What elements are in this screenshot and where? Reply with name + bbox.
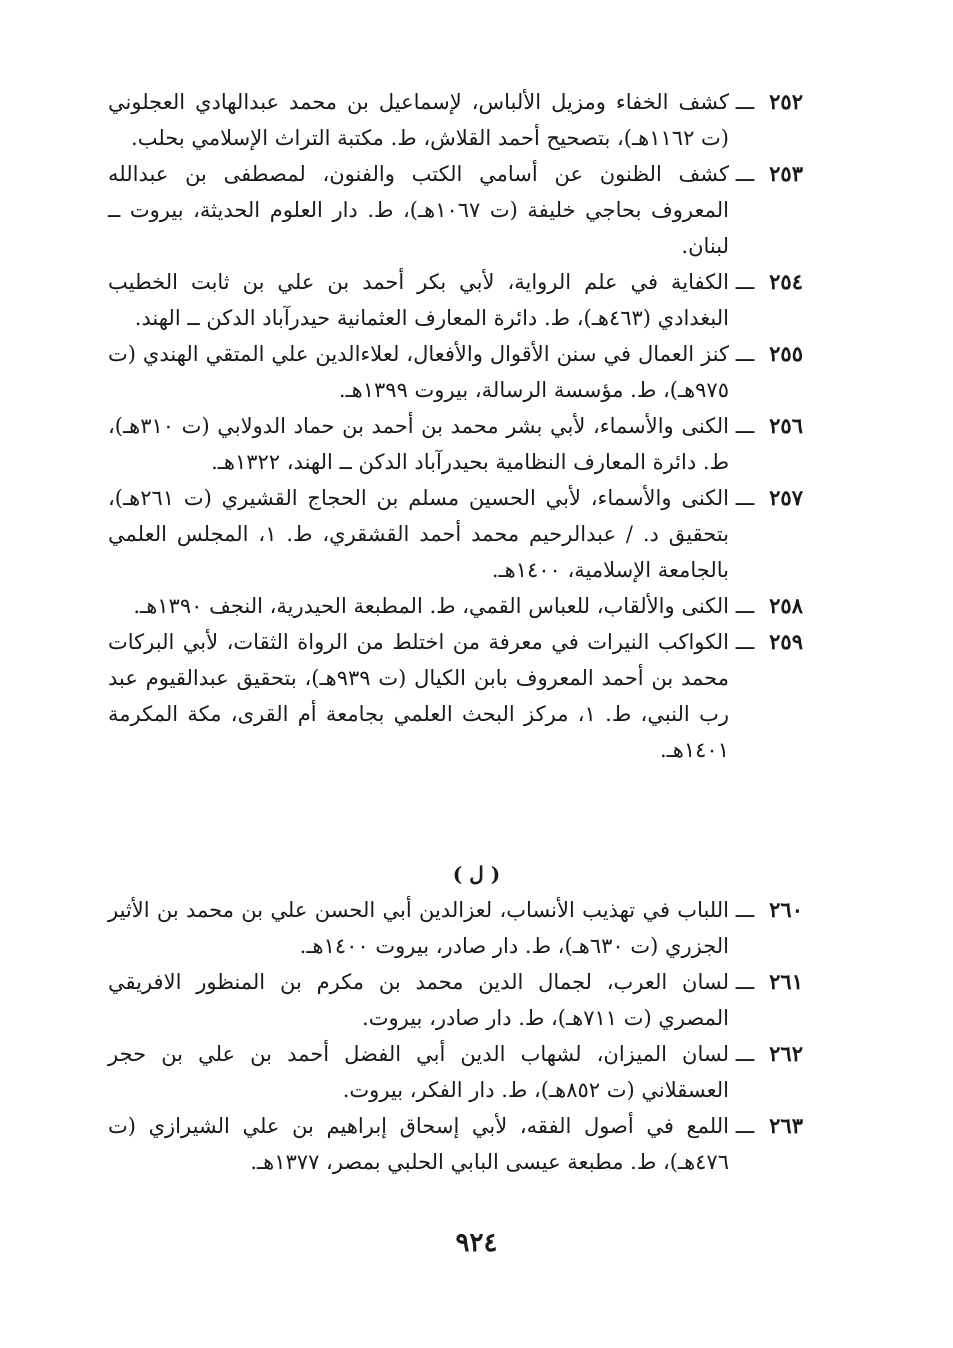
entry-text: الكواكب النيرات في معرفة من اختلط من الرواة الثقات، لأبي البركات محمد بن أحمد المعروف بابن الكيال (ت ٩٣٩هـ)، بتحقيق عبدالقيوم عبد رب النبي، ط. ١، مركز البحث العلمي بجامعة أم القرى، مكة المكرمة ١٤٠١هـ. (108, 630, 729, 762)
entry-dash: ـــ (735, 162, 755, 186)
entry-text: الكنى والأسماء، لأبي الحسين مسلم بن الحجاج القشيري (ت ٢٦١هـ)، بتحقيق د. / عبدالرحيم محمد أحمد القشقري، ط. ١، المجلس العلمي بالجامعة الإسلامية، ١٤٠٠هـ. (108, 486, 729, 582)
entry-dash: ـــ (735, 270, 755, 294)
entry-text: الكنى والألقاب، للعباس القمي، ط. المطبعة الحيدرية، النجف ١٣٩٠هـ. (133, 594, 729, 618)
entry-text: كشف الظنون عن أسامي الكتب والفنون، لمصطفى بن عبدالله المعروف بحاجي خليفة (ت ١٠٦٧هـ)، ط. دار العلوم الحديثة، بيروت ــ لبنان. (108, 162, 729, 258)
bibliography-entry (108, 964, 803, 1036)
entry-text: لسان العرب، لجمال الدين محمد بن مكرم بن المنظور الافريقي المصري (ت ٧١١هـ)، ط. دار صادر، بيروت. (108, 970, 729, 1030)
entry-dash: ـــ (735, 486, 755, 510)
entry-number: ٢٦١ (769, 969, 803, 994)
entry-text: اللمع في أصول الفقه، لأبي إسحاق إبراهيم بن علي الشيرازي (ت ٤٧٦هـ)، ط. مطبعة عيسى البابي الحلبي بمصر، ١٣٧٧هـ. (108, 1114, 729, 1174)
page-number: ٩٢٤ (455, 1228, 498, 1258)
entry-dash: ـــ (735, 970, 755, 994)
entry-dash: ـــ (735, 630, 755, 654)
entry-number: ٢٦٠ (769, 897, 803, 922)
entry-number: ٢٥٩ (769, 629, 803, 654)
entry-number: ٢٥٧ (769, 485, 803, 510)
bibliography-entry (108, 480, 803, 588)
entry-text: كشف الخفاء ومزيل الألباس، لإسماعيل بن محمد عبدالهادي العجلوني (ت ١١٦٢هـ)، بتصحيح أحمد القلاش، ط. مكتبة التراث الإسلامي بحلب. (108, 90, 729, 150)
entry-dash: ـــ (735, 1114, 755, 1138)
bibliography-entry (108, 336, 803, 408)
entry-number: ٢٥٦ (769, 413, 803, 438)
entry-dash: ـــ (735, 1042, 755, 1066)
entry-dash: ـــ (735, 342, 755, 366)
section-heading-lam: ( ل ) (452, 862, 501, 886)
entry-number: ٢٥٤ (769, 269, 803, 294)
bibliography-entry (108, 892, 803, 964)
bibliography-entry (108, 588, 803, 624)
entry-text: الكفاية في علم الرواية، لأبي بكر أحمد بن علي بن ثابت الخطيب البغدادي (٤٦٣هـ)، ط. دائرة المعارف العثمانية حيدرآباد الدكن ــ الهند. (108, 270, 729, 330)
entry-text: لسان الميزان، لشهاب الدين أبي الفضل أحمد بن علي بن حجر العسقلاني (ت ٨٥٢هـ)، ط. دار الفكر، بيروت. (108, 1042, 729, 1102)
bibliography-entry (108, 156, 803, 264)
entry-number: ٢٥٥ (769, 341, 803, 366)
bibliography-list-lam (108, 892, 803, 1180)
bibliography-entry (108, 264, 803, 336)
bibliography-entry (108, 624, 803, 768)
entry-text: اللباب في تهذيب الأنساب، لعزالدين أبي الحسن علي بن محمد بن الأثير الجزري (ت ٦٣٠هـ)، ط. دار صادر، بيروت ١٤٠٠هـ. (108, 898, 729, 958)
bibliography-entry (108, 1036, 803, 1108)
entry-number: ٢٥٨ (769, 593, 803, 618)
entry-dash: ـــ (735, 898, 755, 922)
entry-dash: ـــ (735, 414, 755, 438)
entry-number: ٢٦٢ (769, 1041, 803, 1066)
entry-number: ٢٦٣ (769, 1113, 803, 1138)
entry-number: ٢٥٢ (769, 89, 803, 114)
bibliography-entry (108, 84, 803, 156)
entry-dash: ـــ (735, 594, 755, 618)
entry-text: الكنى والأسماء، لأبي بشر محمد بن أحمد بن حماد الدولابي (ت ٣١٠هـ)، ط. دائرة المعارف النظامية بحيدرآباد الدكن ــ الهند، ١٣٢٢هـ. (108, 414, 729, 474)
entry-text: كنز العمال في سنن الأقوال والأفعال، لعلاءالدين علي المتقي الهندي (ت ٩٧٥هـ)، ط. مؤسسة الرسالة، بيروت ١٣٩٩هـ. (108, 342, 729, 402)
bibliography-entry (108, 1108, 803, 1180)
entry-number: ٢٥٣ (769, 161, 803, 186)
bibliography-list-kaf (108, 84, 803, 768)
bibliography-entry (108, 408, 803, 480)
entry-dash: ـــ (735, 90, 755, 114)
